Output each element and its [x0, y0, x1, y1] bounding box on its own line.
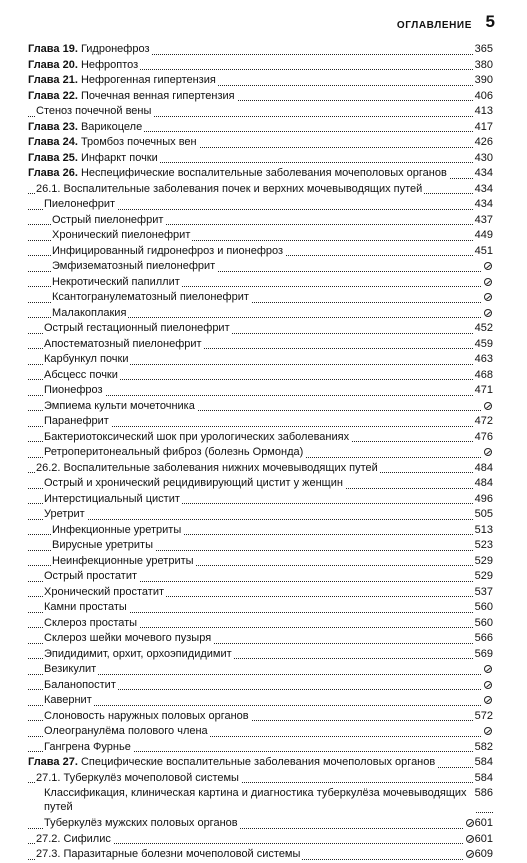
toc-entry-title	[36, 183, 424, 195]
toc-entry-title	[36, 772, 241, 784]
page-ref	[473, 42, 493, 58]
toc-entry-title	[52, 307, 128, 319]
page-ref	[473, 383, 493, 399]
entry-title-text: Апостематозный пиелонефрит	[44, 337, 202, 350]
toc-entry	[28, 89, 493, 105]
toc-entry-title	[44, 710, 251, 722]
page-number-ref: 582	[474, 740, 493, 753]
toc-entry	[28, 740, 493, 756]
toc-entry-title	[44, 369, 120, 381]
entry-title-text: Тромбоз почечных вен	[77, 136, 197, 148]
toc-entry-title	[44, 663, 98, 675]
entry-title-text: Нефрогенная гипертензия	[77, 74, 216, 86]
page-ref	[473, 616, 493, 632]
page-ref	[473, 492, 493, 508]
page-ref	[473, 569, 493, 585]
toc-entry	[28, 259, 493, 275]
entry-title-text: Склероз шейки мочевого пузыря	[44, 632, 212, 644]
page-ref	[473, 647, 493, 663]
toc-entry	[28, 383, 493, 399]
page-ref	[473, 89, 493, 105]
toc-entry-title	[52, 539, 155, 551]
entry-title-text: Инфекционные уретриты	[52, 523, 182, 536]
toc-entry	[28, 166, 493, 182]
page-ref	[473, 414, 493, 430]
page-number-ref: 430	[474, 151, 493, 164]
toc-entry	[28, 662, 493, 678]
page-header	[0, 14, 527, 38]
toc-entry-title	[44, 431, 351, 443]
page-number-ref: 537	[474, 585, 493, 598]
toc-entry-title	[28, 152, 160, 164]
page-ref	[482, 306, 493, 322]
entry-title-text: 26.1. Воспалительные заболевания почек и верхних мочевыводящих путей	[36, 182, 423, 195]
toc-entry	[28, 585, 493, 601]
entry-title-text: Нефроптоз	[77, 58, 139, 71]
page-number-ref: 529	[474, 554, 493, 567]
page-ref	[473, 104, 493, 120]
toc-entry	[28, 507, 493, 523]
page-ref	[473, 538, 493, 554]
table-of-contents	[28, 42, 493, 863]
page-number-ref: 434	[474, 182, 493, 195]
entry-title-text: Инфаркт почки	[77, 151, 158, 164]
online-material-icon	[484, 448, 492, 456]
page-ref	[482, 445, 493, 461]
toc-entry	[28, 476, 493, 492]
toc-entry	[28, 600, 493, 616]
online-material-icon	[484, 681, 492, 689]
page-ref	[473, 213, 493, 229]
page-ref	[473, 740, 493, 756]
page-number-ref: 406	[474, 89, 493, 102]
toc-entry	[28, 213, 493, 229]
entry-title-text: Острый простатит	[44, 570, 138, 582]
toc-entry	[28, 631, 493, 647]
toc-entry	[28, 569, 493, 585]
page-ref	[473, 151, 493, 167]
toc-entry-title	[28, 756, 437, 768]
page-number-ref: 476	[474, 430, 493, 443]
toc-entry-title	[44, 493, 182, 505]
toc-entry	[28, 709, 493, 725]
page-number-ref: 529	[474, 570, 493, 582]
entry-title-text: Хронический пиелонефрит	[52, 229, 191, 241]
online-material-icon	[484, 696, 492, 704]
toc-entry	[28, 678, 493, 694]
page-ref	[473, 321, 493, 337]
page-number-ref: 434	[474, 198, 493, 210]
page-ref	[482, 259, 493, 275]
toc-entry-title	[28, 43, 151, 55]
page-ref	[473, 368, 493, 384]
toc-entry	[28, 461, 493, 477]
toc-entry-title	[44, 817, 240, 829]
entry-title-text: Малакоплакия	[52, 306, 127, 319]
toc-entry-title	[44, 353, 130, 365]
toc-entry-title	[36, 105, 153, 117]
chapter-label: Глава 27.	[28, 756, 78, 768]
page-number-ref: 609	[474, 848, 493, 860]
dot-leader	[28, 705, 493, 706]
page-ref	[464, 832, 493, 848]
chapter-label: Глава 22.	[28, 89, 78, 102]
entry-title-text: Острый пиелонефрит	[52, 213, 164, 226]
page-number-ref: 390	[474, 74, 493, 86]
page-number-ref: 566	[474, 632, 493, 644]
entry-title-text: Абсцесс почки	[44, 368, 118, 381]
page-ref	[482, 290, 493, 306]
page-number-ref: 437	[474, 213, 493, 226]
page-number-ref: 601	[474, 817, 493, 829]
toc-entry-title	[36, 462, 380, 474]
page-number-ref: 472	[474, 415, 493, 427]
online-material-icon	[466, 850, 474, 858]
entry-title-text: Эмпиема культи мочеточника	[44, 399, 195, 412]
online-material-icon	[484, 665, 492, 673]
chapter-label: Глава 24.	[28, 136, 78, 148]
entry-title-text: Инфицированный гидронефроз и пионефроз	[52, 244, 284, 257]
online-material-icon	[484, 262, 492, 270]
toc-entry	[28, 275, 493, 291]
toc-entry	[28, 430, 493, 446]
toc-entry-title	[28, 74, 218, 86]
page-ref	[473, 120, 493, 136]
page-number-ref: 560	[474, 616, 493, 629]
entry-title-text: Варикоцеле	[77, 120, 143, 133]
toc-entry-title	[44, 648, 234, 660]
page-number-ref: 586	[474, 787, 493, 799]
entry-title-text: Бактериотоксический шок при урологических заболеваниях	[44, 430, 350, 443]
page-number-ref: 451	[474, 244, 493, 257]
toc-entry	[28, 492, 493, 508]
toc-entry	[28, 414, 493, 430]
toc-entry-title	[28, 167, 449, 179]
page-ref	[482, 399, 493, 415]
page-ref	[482, 662, 493, 678]
entry-title-text: Ретроперитонеальный фиброз (болезнь Ормонда)	[44, 446, 304, 458]
toc-entry	[28, 755, 493, 771]
chapter-label: Глава 19.	[28, 43, 78, 55]
toc-entry-title	[28, 90, 237, 102]
entry-title-text: Острый и хронический рецидивирующий цистит у женщин	[44, 477, 343, 489]
toc-entry-title	[36, 848, 302, 860]
toc-entry-title	[44, 786, 476, 814]
entry-title-text: Уретрит	[44, 508, 85, 520]
toc-entry-title	[52, 524, 183, 536]
page-number-ref: 572	[474, 709, 493, 722]
entry-title-text: 26.2. Воспалительные заболевания нижних мочевыводящих путей	[36, 461, 378, 474]
chapter-label: Глава 21.	[28, 74, 78, 86]
toc-entry	[28, 321, 493, 337]
toc-entry	[28, 523, 493, 539]
online-material-icon	[484, 309, 492, 317]
entry-title-text: 27.3. Паразитарные болезни мочеполовой системы	[36, 848, 301, 860]
page-ref	[473, 337, 493, 353]
toc-entry-title	[44, 679, 118, 691]
toc-entry	[28, 554, 493, 570]
entry-title-text: Интерстициальный цистит	[44, 492, 180, 505]
page-ref	[482, 678, 493, 694]
toc-entry-title	[44, 322, 232, 334]
toc-entry-title	[44, 586, 166, 598]
toc-entry-title	[44, 632, 213, 644]
page-ref	[473, 166, 493, 182]
online-material-icon	[484, 402, 492, 410]
toc-entry-title	[44, 415, 111, 427]
entry-title-text: Склероз простаты	[44, 616, 138, 629]
toc-entry	[28, 832, 493, 848]
page-ref	[473, 182, 493, 198]
page-number-ref: 417	[474, 120, 493, 133]
toc-entry-title	[44, 338, 204, 350]
toc-entry-title	[44, 694, 94, 706]
page-ref	[482, 724, 493, 740]
page-number-ref: 452	[474, 322, 493, 334]
toc-entry-title	[44, 198, 117, 210]
page-ref	[473, 197, 493, 213]
page-ref	[473, 755, 493, 771]
entry-title-text: Эпидидимит, орхит, орхоэпидидимит	[44, 647, 232, 660]
page-number-ref: 380	[474, 58, 493, 71]
toc-entry-title	[52, 260, 217, 272]
toc-entry	[28, 352, 493, 368]
toc-entry-title	[28, 59, 140, 71]
page-ref	[473, 709, 493, 725]
entry-title-text: Почечная венная гипертензия	[77, 89, 235, 102]
entry-title-text: Камни простаты	[44, 601, 127, 613]
toc-entry	[28, 847, 493, 863]
toc-entry-title	[52, 276, 182, 288]
page-number-ref: 468	[474, 368, 493, 381]
entry-title-text: Туберкулёз мужских половых органов	[44, 817, 238, 829]
toc-entry-title	[44, 601, 129, 613]
chapter-label: Глава 23.	[28, 120, 78, 133]
toc-entry	[28, 538, 493, 554]
entry-title-text: Паранефрит	[44, 415, 109, 427]
toc-entry	[28, 724, 493, 740]
entry-title-text: Везикулит	[44, 663, 97, 675]
toc-entry-title	[52, 214, 165, 226]
page-number-ref: 523	[474, 539, 493, 551]
toc-entry	[28, 197, 493, 213]
page-ref	[473, 523, 493, 539]
page-ref	[473, 244, 493, 260]
entry-title-text: 27.1. Туберкулёз мочеполовой системы	[36, 771, 239, 784]
toc-entry-title	[52, 291, 251, 303]
page-ref	[482, 275, 493, 291]
page-number-ref: 463	[474, 353, 493, 365]
entry-title-text: Слоновость наружных половых органов	[44, 709, 249, 722]
page-ref	[473, 461, 493, 477]
toc-entry-title	[44, 400, 197, 412]
page-ref	[473, 476, 493, 492]
page-number-ref: 584	[474, 771, 493, 784]
toc-entry-title	[52, 555, 196, 567]
page-ref	[473, 631, 493, 647]
entry-title-text: Карбункул почки	[44, 353, 129, 365]
toc-entry-title	[44, 384, 105, 396]
page-ref	[473, 786, 493, 802]
page-ref	[473, 228, 493, 244]
page-number-ref: 434	[474, 167, 493, 179]
page-number-ref: 471	[474, 384, 493, 396]
toc-entry	[28, 647, 493, 663]
page-number-ref: 560	[474, 601, 493, 613]
toc-entry-title	[44, 508, 87, 520]
online-material-icon	[466, 819, 474, 827]
online-material-icon	[484, 278, 492, 286]
toc-entry	[28, 244, 493, 260]
page-ref	[473, 507, 493, 523]
toc-entry	[28, 616, 493, 632]
page-ref	[473, 600, 493, 616]
page-number-ref: 365	[474, 43, 493, 55]
toc-entry	[28, 399, 493, 415]
entry-title-text: Баланопостит	[44, 678, 116, 691]
entry-title-text: Хронический простатит	[44, 585, 165, 598]
toc-entry	[28, 182, 493, 198]
page-number-ref: 426	[474, 136, 493, 148]
entry-title-text: Неспецифические воспалительные заболевания мочеполовых органов	[77, 167, 447, 179]
chapter-label: Глава 20.	[28, 58, 78, 71]
page-ref	[482, 693, 493, 709]
entry-title-text: Эмфизематозный пиелонефрит	[52, 260, 216, 272]
page-ref	[473, 430, 493, 446]
toc-entry	[28, 337, 493, 353]
toc-entry	[28, 771, 493, 787]
toc-entry-title	[28, 136, 199, 148]
toc-entry	[28, 120, 493, 136]
entry-title-text: Специфические воспалительные заболевания мочеполовых органов	[77, 756, 436, 768]
toc-entry-title	[28, 121, 144, 133]
online-material-icon	[466, 835, 474, 843]
page-ref	[464, 847, 493, 863]
page-ref	[473, 585, 493, 601]
entry-title-text: Гидронефроз	[77, 43, 150, 55]
page-number-ref: 459	[474, 337, 493, 350]
toc-entry-title	[44, 477, 345, 489]
toc-entry-title	[44, 617, 139, 629]
toc-entry	[28, 73, 493, 89]
page-ref	[473, 352, 493, 368]
toc-entry-title	[44, 570, 139, 582]
entry-title-text: Острый гестационный пиелонефрит	[44, 322, 230, 334]
entry-title-text: Кавернит	[44, 694, 92, 706]
entry-title-text: Гангрена Фурнье	[44, 740, 131, 753]
page-number: 5	[485, 12, 495, 31]
dot-leader	[28, 519, 493, 520]
toc-entry	[28, 290, 493, 306]
page-number-ref: 601	[474, 832, 493, 845]
entry-title-text: 27.2. Сифилис	[36, 832, 111, 845]
toc-entry	[28, 228, 493, 244]
entry-title-text: Ксантогранулематозный пиелонефрит	[52, 291, 249, 303]
toc-entry	[28, 151, 493, 167]
toc-entry-title	[44, 741, 133, 753]
page-number-ref: 449	[474, 229, 493, 241]
page-number-ref: 569	[474, 647, 493, 660]
toc-entry-title	[44, 725, 210, 737]
online-material-icon	[484, 293, 492, 301]
toc-entry	[28, 58, 493, 74]
chapter-label: Глава 26.	[28, 167, 78, 179]
toc-entry	[28, 42, 493, 58]
page-number-ref: 413	[474, 105, 493, 117]
page-ref	[473, 58, 493, 74]
toc-entry	[28, 786, 493, 816]
entry-title-text: Вирусные уретриты	[52, 539, 153, 551]
online-material-icon	[484, 727, 492, 735]
page-ref	[473, 554, 493, 570]
entry-title-text: Стеноз почечной вены	[36, 105, 152, 117]
page-number-ref: 484	[474, 477, 493, 489]
toc-entry	[28, 306, 493, 322]
page-number-ref: 584	[474, 756, 493, 768]
entry-title-text: Пионефроз	[44, 384, 103, 396]
entry-title-text: Пиелонефрит	[44, 198, 116, 210]
toc-entry-title	[44, 446, 305, 458]
page-ref	[473, 135, 493, 151]
toc-entry-title	[52, 229, 192, 241]
page-number-ref: 496	[474, 492, 493, 505]
running-title: ОГЛАВЛЕНИЕ	[396, 20, 472, 31]
page-ref	[473, 771, 493, 787]
toc-entry-title	[52, 245, 285, 257]
entry-title-text: Олеогранулёма полового члена	[44, 725, 208, 737]
page-number-ref: 505	[474, 508, 493, 520]
chapter-label: Глава 25.	[28, 151, 78, 164]
toc-entry	[28, 445, 493, 461]
toc-entry-title	[36, 833, 113, 845]
toc-entry	[28, 693, 493, 709]
entry-title-text: Некротический папиллит	[52, 275, 180, 288]
entry-title-text: Классификация, клиническая картина и диагностика туберкулёза мочевыводящих путей	[44, 787, 467, 813]
toc-entry	[28, 135, 493, 151]
page-ref	[473, 73, 493, 89]
toc-entry	[28, 104, 493, 120]
page-ref	[464, 816, 493, 832]
page-number-ref: 513	[474, 523, 493, 536]
page-number-ref: 484	[474, 461, 493, 474]
entry-title-text: Неинфекционные уретриты	[52, 554, 194, 567]
toc-entry	[28, 816, 493, 832]
toc-entry	[28, 368, 493, 384]
